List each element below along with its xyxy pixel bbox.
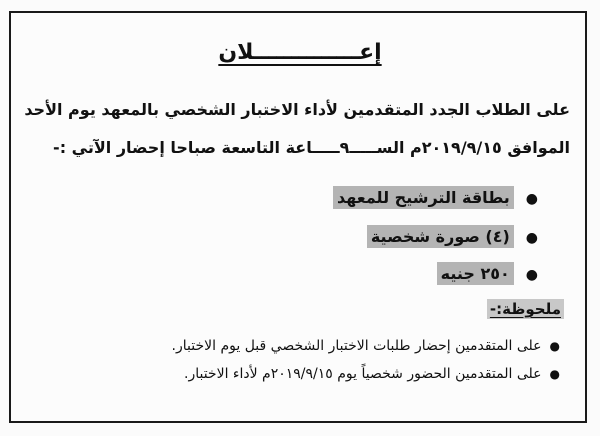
list-item-label: ٢٥٠ جنيه — [437, 262, 514, 285]
list-item-label: بطاقة الترشيح للمعهد — [333, 186, 514, 209]
bullet-dot-icon: ● — [525, 230, 538, 246]
note-item — [172, 338, 560, 354]
intro-line-1: على الطلاب الجدد المتقدمين لأداء الاختبار الشخصي بالمعهد يوم الأحد — [24, 100, 570, 119]
bullet-dot-icon: ● — [525, 191, 538, 207]
note-item — [184, 366, 560, 382]
intro-line-2: الموافق ٢٠١٩/٩/١٥م الســـــ٩ـــــاعة التاسعة صباحا إحضار الآتي :- — [53, 138, 570, 157]
note-text: على المتقدمين إحضار طلبات الاختبار الشخصي قبل يوم الاختبار. — [171, 338, 542, 354]
note-text: على المتقدمين الحضور شخصياً يوم ٢٠١٩/٩/١٥م لأداء الاختبار. — [184, 366, 542, 382]
list-item — [367, 225, 538, 248]
announcement-border — [9, 11, 587, 423]
bullet-dot-icon: ● — [525, 267, 538, 283]
bullet-dot-icon: ● — [549, 339, 560, 353]
list-item — [333, 186, 538, 209]
list-item — [437, 262, 538, 285]
announcement-title: إعــــــــــــــلان — [218, 40, 382, 65]
bullet-dot-icon: ● — [549, 367, 560, 381]
list-item-label: (٤) صورة شخصية — [367, 225, 514, 248]
notes-heading: ملحوظة:- — [487, 299, 564, 319]
